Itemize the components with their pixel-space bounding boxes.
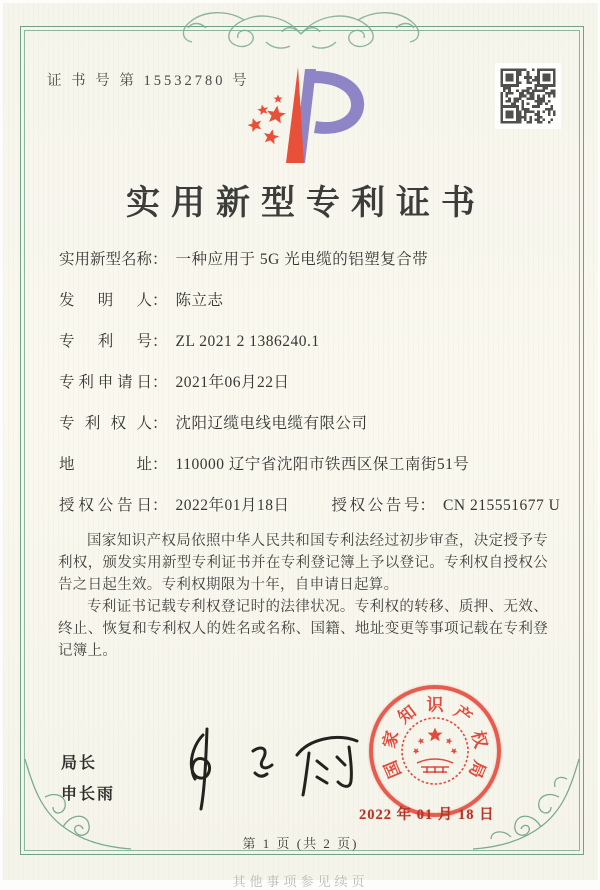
- national-emblem-icon: [397, 713, 473, 789]
- field-value: 陈立志: [176, 290, 224, 312]
- field-label: 授权公告日: [59, 495, 152, 517]
- certificate-fields: [59, 249, 562, 536]
- field-label: 专利权人: [59, 413, 152, 435]
- seal-date: 2022 年 01 月 18 日: [359, 803, 519, 824]
- cnipa-logo-icon: [226, 63, 376, 171]
- field-row-inventor: 发明人 ： 陈立志: [59, 290, 562, 312]
- seal-char: 国: [376, 757, 406, 782]
- commissioner-name: 申长雨: [61, 779, 115, 810]
- field-row-patent-no: 专利号 ： ZL 2021 2 1386240.1: [59, 331, 562, 353]
- field-row-name: 实用新型名称 ： 一种应用于 5G 光电缆的铝塑复合带: [59, 249, 562, 271]
- certificate-title: 实用新型专利证书: [3, 175, 598, 224]
- seal-char: 产: [450, 698, 479, 728]
- field-value: ZL 2021 2 1386240.1: [176, 331, 320, 353]
- field-row-patentee: 专利权人 ： 沈阳辽缆电线电缆有限公司: [59, 413, 562, 435]
- field-label: 地址: [59, 454, 152, 476]
- seal-char: 知: [391, 698, 420, 728]
- top-flourish-ornament: [166, 4, 436, 58]
- field-value: 2022年01月18日: [176, 495, 290, 517]
- seal-char: 局: [464, 757, 494, 782]
- commissioner-signature: [151, 721, 366, 817]
- qr-code: [495, 63, 561, 129]
- certificate-number: 证 书 号 第 15532780 号: [47, 69, 250, 90]
- seal-char: 权: [467, 727, 495, 750]
- field-row-grant: 授权公告日 ： 2022年01月18日 授权公告号 ： CN 215551677 U: [59, 495, 562, 517]
- field-value: 2021年06月22日: [176, 372, 290, 394]
- field-label: 授权公告号: [332, 495, 420, 517]
- legal-paragraph-1: 国家知识产权局依照中华人民共和国专利法经过初步审查，决定授予专利权，颁发实用新型专利证书并在专利登记簿上予以登记。专利权自授权公告之日起生效。专利权期限为十年，自申请日起算。: [58, 530, 548, 596]
- field-value: CN 215551677 U: [443, 495, 560, 517]
- official-seal: [369, 685, 501, 817]
- field-row-filing-date: 专利申请日 ： 2021年06月22日: [59, 372, 562, 394]
- field-value: 沈阳辽缆电线电缆有限公司: [176, 413, 368, 435]
- patent-certificate-page: [3, 3, 598, 880]
- seal-char: 家: [374, 727, 402, 750]
- seal-char: 识: [427, 691, 444, 716]
- legal-paragraph-2: 专利证书记载专利权登记时的法律状况。专利权的转移、质押、无效、终止、恢复和专利权人的姓名或名称、国籍、地址变更等事项记载在专利登记簿上。: [58, 596, 548, 662]
- commissioner-block: [61, 748, 115, 810]
- next-page-cut-text: 其他事项参见续页: [3, 871, 598, 890]
- field-label: 专利申请日: [59, 372, 152, 394]
- field-label: 发明人: [59, 290, 152, 312]
- field-label: 专利号: [59, 331, 152, 353]
- legal-text: [58, 530, 548, 662]
- page-number: 第 1 页 (共 2 页): [3, 833, 598, 852]
- field-value: 110000 辽宁省沈阳市铁西区保工南街51号: [176, 454, 470, 476]
- field-row-address: 地址 ： 110000 辽宁省沈阳市铁西区保工南街51号: [59, 454, 562, 476]
- field-value: 一种应用于 5G 光电缆的铝塑复合带: [176, 249, 429, 271]
- commissioner-title: 局长: [61, 748, 115, 779]
- field-label: 实用新型名称: [59, 249, 152, 271]
